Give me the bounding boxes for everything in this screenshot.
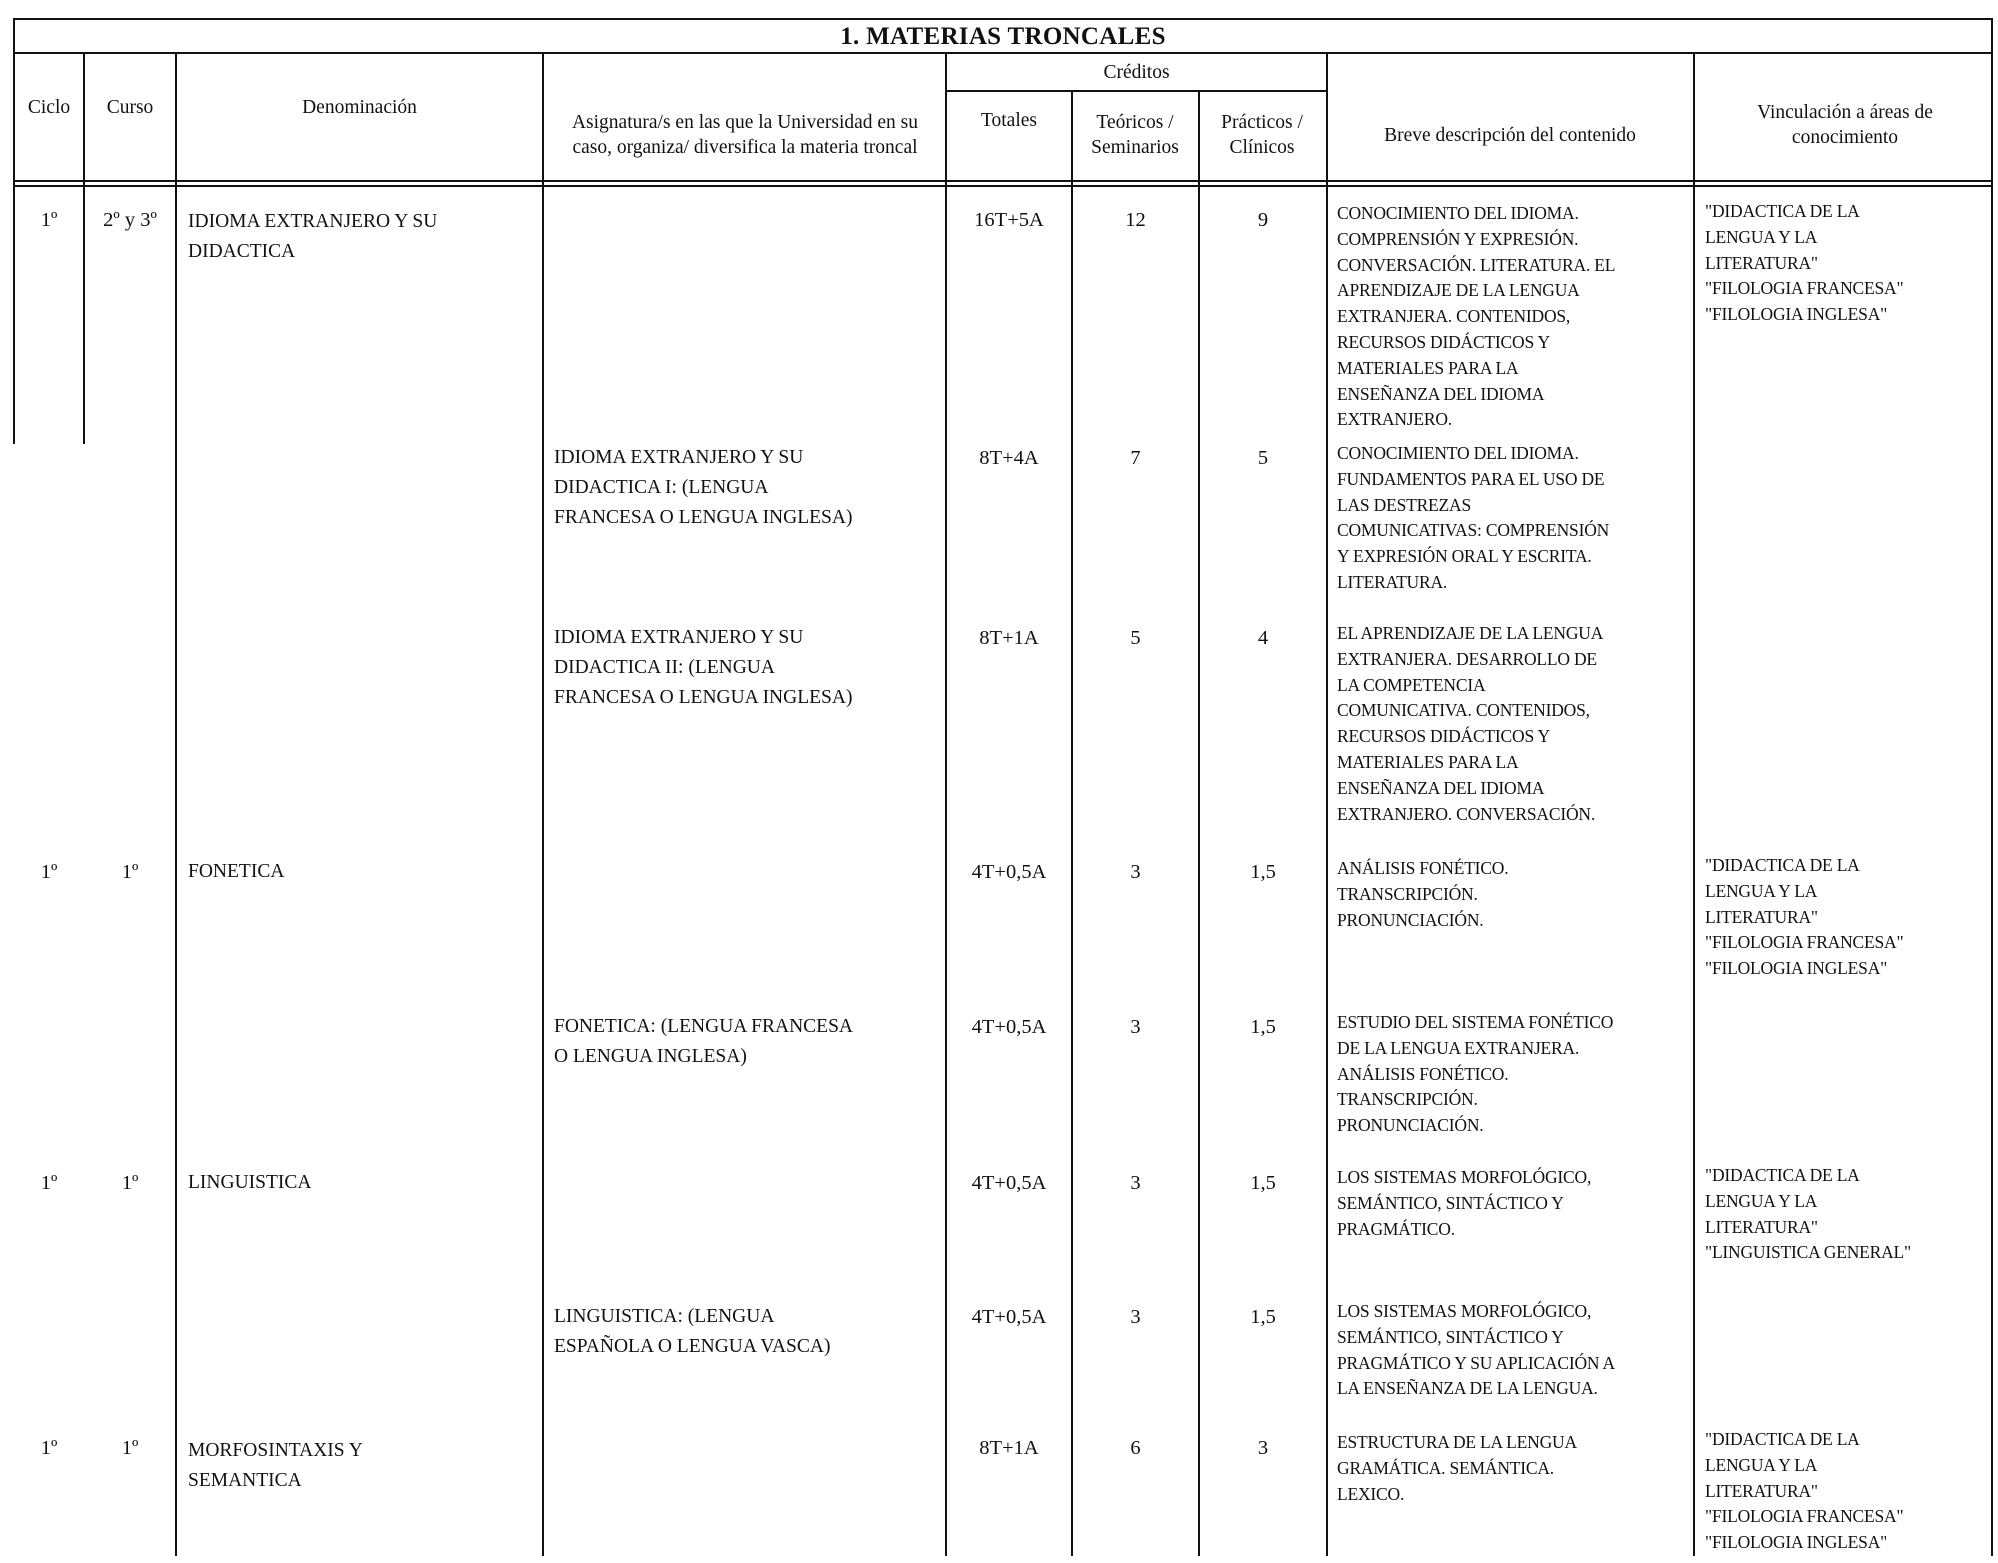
row-practicos: 1,5 — [1250, 1016, 1276, 1038]
row-asignatura: IDIOMA EXTRANJERO Y SU DIDACTICA II: (LENGUA FRANCESA O LENGUA INGLESA) — [554, 627, 853, 708]
row-denominacion: FONETICA — [188, 861, 285, 882]
row-descripcion: CONOCIMIENTO DEL IDIOMA. COMPRENSIÓN Y EXPRESIÓN. CONVERSACIÓN. LITERATURA. EL APRENDIZAJE DE LA LENGUA EXTRANJERA. CONTENIDOS, RECURSOS DIDÁCTICOS Y MATERIALES PARA LA ENSEÑANZA DEL IDIOMA EXTRANJERO. — [1337, 203, 1616, 430]
row-descripcion: CONOCIMIENTO DEL IDIOMA. FUNDAMENTOS PARA EL USO DE LAS DESTREZAS COMUNICATIVAS: COMPRENSIÓN Y EXPRESIÓN ORAL Y ESCRITA. LITERATURA. — [1337, 443, 1610, 592]
row-ciclo: 1º — [40, 1172, 58, 1194]
row-asignatura: IDIOMA EXTRANJERO Y SU DIDACTICA I: (LENGUA FRANCESA O LENGUA INGLESA) — [554, 447, 853, 528]
row-descripcion: LOS SISTEMAS MORFOLÓGICO, SEMÁNTICO, SINTÁCTICO Y PRAGMÁTICO. — [1337, 1167, 1592, 1239]
row-descripcion: ANÁLISIS FONÉTICO. TRANSCRIPCIÓN. PRONUNCIACIÓN. — [1337, 858, 1509, 930]
row-ciclo: 1º — [40, 1437, 58, 1459]
row-teoricos: 3 — [1130, 1016, 1141, 1038]
row-practicos: 1,5 — [1250, 1172, 1276, 1194]
row-denominacion: LINGUISTICA — [188, 1172, 312, 1193]
header-practicos: Prácticos / Clínicos — [1221, 112, 1303, 158]
row-practicos: 5 — [1257, 447, 1269, 469]
row-vinculacion: "DIDACTICA DE LA LENGUA Y LA LITERATURA" "LINGUISTICA GENERAL" — [1705, 1165, 1911, 1263]
row-descripcion: LOS SISTEMAS MORFOLÓGICO, SEMÁNTICO, SINTÁCTICO Y PRAGMÁTICO Y SU APLICACIÓN A LA ENSEÑANZA DE LA LENGUA. — [1337, 1301, 1615, 1399]
row-descripcion: ESTUDIO DEL SISTEMA FONÉTICO DE LA LENGUA EXTRANJERA. ANÁLISIS FONÉTICO. TRANSCRIPCIÓN. PRONUNCIACIÓN. — [1337, 1012, 1614, 1136]
row-curso: 1º — [121, 861, 139, 883]
header-creditos: Créditos — [1103, 61, 1170, 83]
table-border-top — [13, 18, 1993, 20]
header-descripcion: Breve descripción del contenido — [1384, 124, 1636, 146]
row-practicos: 1,5 — [1250, 1306, 1276, 1328]
col-divider-teoricos — [1198, 90, 1200, 1556]
row-totales: 8T+1A — [979, 627, 1039, 649]
row-vinculacion: "DIDACTICA DE LA LENGUA Y LA LITERATURA" "FILOLOGIA FRANCESA" "FILOLOGIA INGLESA" — [1705, 1429, 1904, 1553]
row-teoricos: 7 — [1130, 447, 1141, 469]
header-asignatura: Asignatura/s en las que la Universidad en su caso, organiza/ diversifica la materia troncal — [571, 112, 919, 158]
header-ciclo: Ciclo — [27, 96, 71, 118]
row-totales: 8T+4A — [979, 447, 1039, 469]
row-practicos: 3 — [1257, 1437, 1269, 1459]
col-divider-denominacion — [542, 52, 544, 1556]
col-divider-curso — [175, 52, 177, 1556]
row-practicos: 9 — [1257, 209, 1269, 231]
row-totales: 4T+0,5A — [971, 1172, 1047, 1194]
row-teoricos: 12 — [1125, 209, 1146, 231]
row-practicos: 4 — [1257, 627, 1269, 649]
row-curso: 1º — [121, 1172, 139, 1194]
row-teoricos: 6 — [1130, 1437, 1141, 1459]
header-divider — [13, 180, 1993, 182]
row-totales: 4T+0,5A — [971, 861, 1047, 883]
row-teoricos: 5 — [1130, 627, 1141, 649]
row-totales: 4T+0,5A — [971, 1306, 1047, 1328]
row-teoricos: 3 — [1130, 1306, 1141, 1328]
header-teoricos: Teóricos / Seminarios — [1091, 112, 1179, 158]
header-vinculacion: Vinculación a áreas de conocimiento — [1757, 102, 1933, 148]
header-divider-double — [13, 185, 1993, 187]
row-totales: 8T+1A — [979, 1437, 1039, 1459]
row-descripcion: ESTRUCTURA DE LA LENGUA GRAMÁTICA. SEMÁNTICA. LEXICO. — [1337, 1432, 1577, 1504]
row-denominacion: MORFOSINTAXIS Y SEMANTICA — [188, 1440, 363, 1491]
row-ciclo: 1º — [40, 861, 58, 883]
row-asignatura: LINGUISTICA: (LENGUA ESPAÑOLA O LENGUA VASCA) — [554, 1306, 831, 1357]
row-teoricos: 3 — [1130, 861, 1141, 883]
row-asignatura: FONETICA: (LENGUA FRANCESA O LENGUA INGLESA) — [554, 1016, 854, 1067]
row-vinculacion: "DIDACTICA DE LA LENGUA Y LA LITERATURA" "FILOLOGIA FRANCESA" "FILOLOGIA INGLESA" — [1705, 855, 1904, 979]
header-totales: Totales — [980, 109, 1038, 131]
row-practicos: 1,5 — [1250, 861, 1276, 883]
row-totales: 4T+0,5A — [971, 1016, 1047, 1038]
header-curso: Curso — [106, 96, 154, 118]
col-divider-descripcion — [1693, 52, 1695, 1556]
row-teoricos: 3 — [1130, 1172, 1141, 1194]
row-denominacion: IDIOMA EXTRANJERO Y SU DIDACTICA — [188, 211, 438, 262]
col-divider-totales — [1071, 90, 1073, 1556]
row-ciclo: 1º — [40, 209, 58, 231]
table-title: 1. MATERIAS TRONCALES — [840, 23, 1166, 50]
row-descripcion: EL APRENDIZAJE DE LA LENGUA EXTRANJERA. DESARROLLO DE LA COMPETENCIA COMUNICATIVA. CONTENIDOS, RECURSOS DIDÁCTICOS Y MATERIALES PARA LA ENSEÑANZA DEL IDIOMA EXTRANJERO. CONVERSACIÓN. — [1337, 623, 1604, 824]
header-denominacion: Denominación — [302, 96, 417, 118]
row-vinculacion: "DIDACTICA DE LA LENGUA Y LA LITERATURA" "FILOLOGIA FRANCESA" "FILOLOGIA INGLESA" — [1705, 201, 1904, 325]
row-curso: 2º y 3º — [103, 209, 157, 231]
table-border-right — [1991, 18, 1993, 1556]
row-totales: 16T+5A — [974, 209, 1044, 231]
row-curso: 1º — [121, 1437, 139, 1459]
col-divider-practicos — [1326, 52, 1328, 1556]
